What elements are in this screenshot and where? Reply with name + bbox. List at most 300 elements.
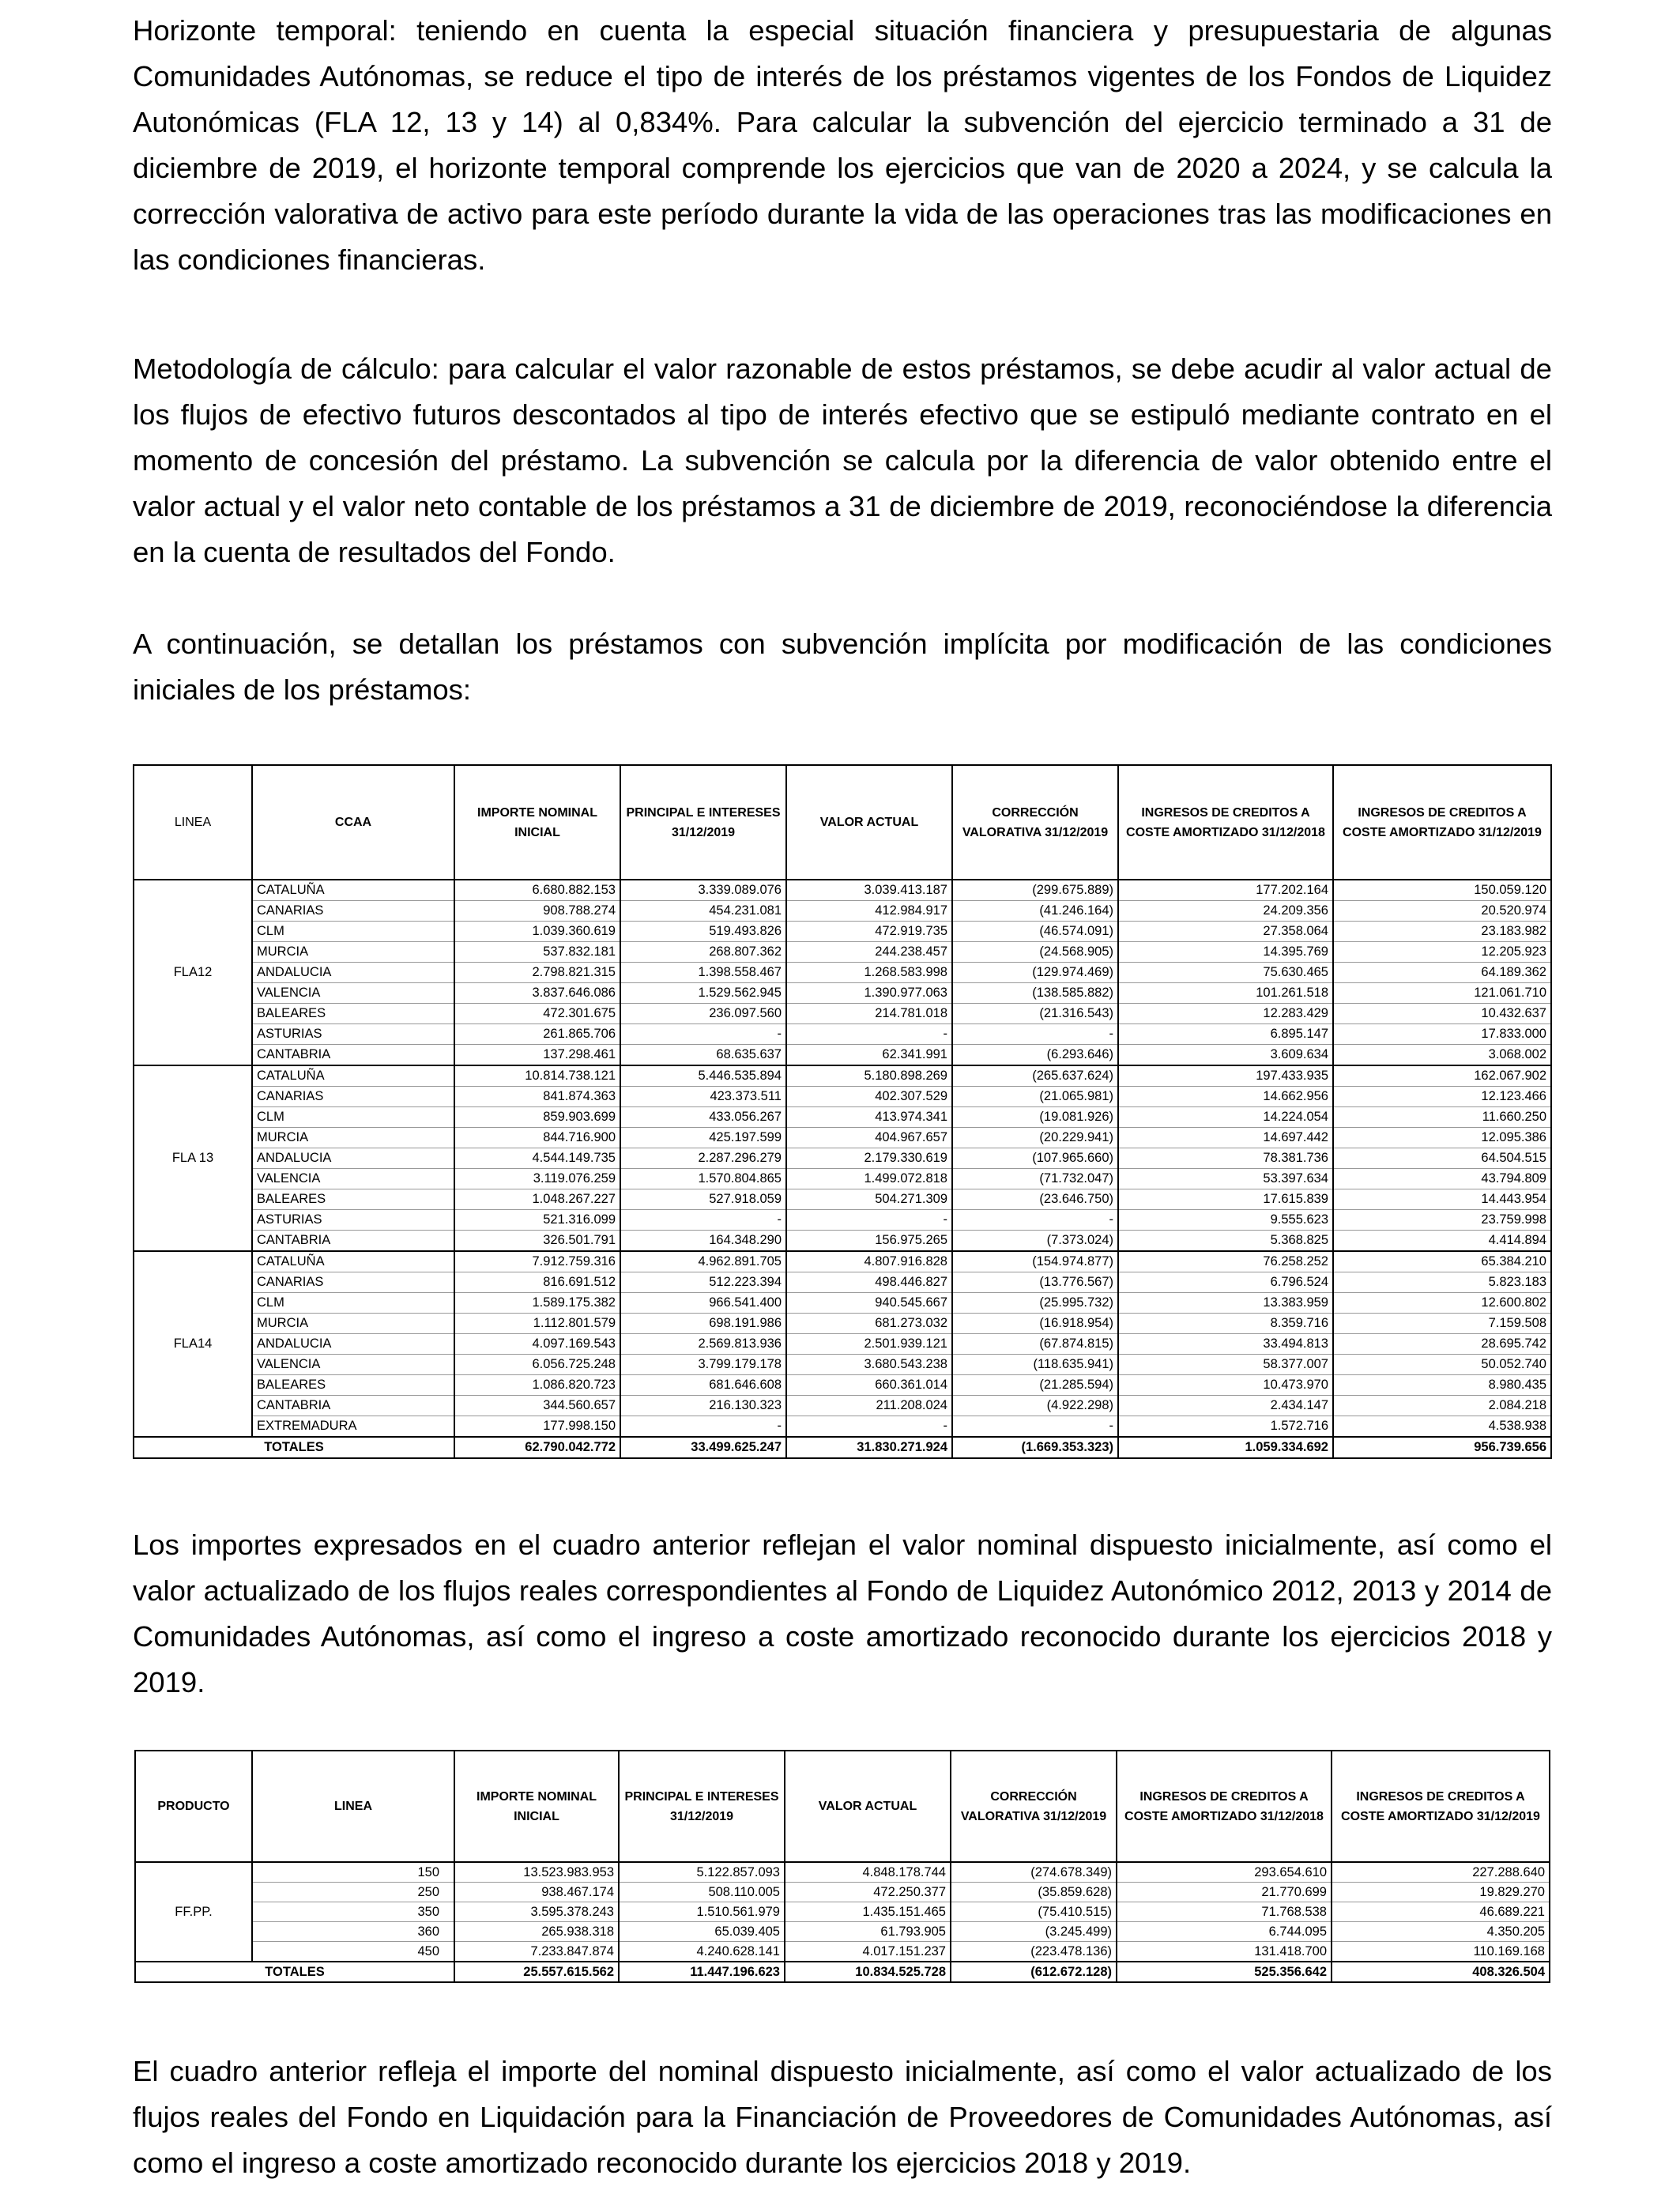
valor-actual-cell: - [786, 1416, 952, 1438]
ccaa-cell: CATALUÑA [252, 880, 454, 901]
ingresos-2019-cell: 14.443.954 [1333, 1189, 1551, 1210]
ingresos-2018-cell: 6.895.147 [1118, 1024, 1333, 1045]
ccaa-cell: CANTABRIA [252, 1231, 454, 1252]
nominal-cell: 177.998.150 [454, 1416, 620, 1438]
table-row [134, 1169, 1551, 1189]
table-row [134, 1396, 1551, 1416]
ingresos-2018-cell: 14.395.769 [1118, 942, 1333, 963]
linea-cell: 360 [252, 1922, 454, 1942]
correccion-cell: (41.246.164) [952, 901, 1118, 922]
total-correccion-cell: (1.669.353.323) [952, 1437, 1118, 1458]
table-row [134, 1231, 1551, 1252]
table-row [134, 942, 1551, 963]
ingresos-2019-cell: 162.067.902 [1333, 1065, 1551, 1087]
nominal-cell: 261.865.706 [454, 1024, 620, 1045]
ccaa-cell: BALEARES [252, 1375, 454, 1396]
ccaa-cell: CANARIAS [252, 901, 454, 922]
linea-group-cell: FLA14 [134, 1251, 252, 1437]
principal-cell: 527.918.059 [620, 1189, 786, 1210]
table-row [134, 1148, 1551, 1169]
ingresos-2019-cell: 23.183.982 [1333, 922, 1551, 942]
header-ingresos-2018: INGRESOS DE CREDITOS A COSTE AMORTIZADO 31/12/2018 [1118, 765, 1333, 880]
nominal-cell: 816.691.512 [454, 1272, 620, 1293]
correccion-cell: (154.974.877) [952, 1251, 1118, 1272]
ingresos-2018-cell: 71.768.538 [1117, 1902, 1332, 1922]
ingresos-2018-cell: 1.572.716 [1118, 1416, 1333, 1438]
table-row [134, 963, 1551, 983]
principal-cell: 1.570.804.865 [620, 1169, 786, 1189]
principal-cell: 4.962.891.705 [620, 1251, 786, 1272]
ingresos-2018-cell: 101.261.518 [1118, 983, 1333, 1004]
principal-cell: 216.130.323 [620, 1396, 786, 1416]
correccion-cell: (3.245.499) [951, 1922, 1117, 1942]
table-row [134, 1107, 1551, 1128]
nominal-cell: 521.316.099 [454, 1210, 620, 1231]
table-row [134, 1272, 1551, 1293]
principal-cell: 454.231.081 [620, 901, 786, 922]
nominal-cell: 7.233.847.874 [454, 1942, 619, 1962]
header-ingresos-2019: INGRESOS DE CREDITOS A COSTE AMORTIZADO 31/12/2019 [1333, 765, 1551, 880]
totals-label: TOTALES [135, 1962, 454, 1982]
ccaa-cell: ANDALUCIA [252, 963, 454, 983]
valor-actual-cell: 61.793.905 [785, 1922, 951, 1942]
nominal-cell: 2.798.821.315 [454, 963, 620, 983]
principal-cell: 512.223.394 [620, 1272, 786, 1293]
paragraph-continuacion: A continuación, se detallan los préstamos con subvención implícita por modificación de las condiciones iniciales de los préstamos: [133, 628, 1552, 706]
ingresos-2019-cell: 28.695.742 [1333, 1334, 1551, 1355]
principal-cell: 2.569.813.936 [620, 1334, 786, 1355]
nominal-cell: 938.467.174 [454, 1883, 619, 1902]
ingresos-2018-cell: 17.615.839 [1118, 1189, 1333, 1210]
ccaa-cell: MURCIA [252, 1314, 454, 1334]
correccion-cell: (25.995.732) [952, 1293, 1118, 1314]
ccaa-cell: ANDALUCIA [252, 1148, 454, 1169]
ccaa-cell: MURCIA [252, 1128, 454, 1148]
linea-group-cell: FLA 13 [134, 1065, 252, 1251]
header-correccion: CORRECCIÓN VALORATIVA 31/12/2019 [952, 765, 1118, 880]
ingresos-2019-cell: 10.432.637 [1333, 1004, 1551, 1024]
nominal-cell: 137.298.461 [454, 1045, 620, 1066]
header-producto: PRODUCTO [135, 1751, 252, 1862]
correccion-cell: (299.675.889) [952, 880, 1118, 901]
correccion-cell: (21.065.981) [952, 1087, 1118, 1107]
ingresos-2018-cell: 78.381.736 [1118, 1148, 1333, 1169]
nominal-cell: 6.680.882.153 [454, 880, 620, 901]
ingresos-2018-cell: 76.258.252 [1118, 1251, 1333, 1272]
principal-cell: 423.373.511 [620, 1087, 786, 1107]
ingresos-2019-cell: 46.689.221 [1332, 1902, 1550, 1922]
principal-cell: - [620, 1024, 786, 1045]
nominal-cell: 859.903.699 [454, 1107, 620, 1128]
nominal-cell: 844.716.900 [454, 1128, 620, 1148]
principal-cell: 1.510.561.979 [619, 1902, 785, 1922]
correccion-cell: (19.081.926) [952, 1107, 1118, 1128]
linea-cell: 150 [252, 1862, 454, 1883]
ingresos-2018-cell: 33.494.813 [1118, 1334, 1333, 1355]
ccaa-cell: EXTREMADURA [252, 1416, 454, 1438]
table-row [134, 901, 1551, 922]
table-row [134, 1024, 1551, 1045]
ingresos-2019-cell: 17.833.000 [1333, 1024, 1551, 1045]
valor-actual-cell: - [786, 1210, 952, 1231]
nominal-cell: 344.560.657 [454, 1396, 620, 1416]
ingresos-2019-cell: 110.169.168 [1332, 1942, 1550, 1962]
table-row [134, 1334, 1551, 1355]
ingresos-2019-cell: 20.520.974 [1333, 901, 1551, 922]
ingresos-2018-cell: 53.397.634 [1118, 1169, 1333, 1189]
principal-cell: - [620, 1210, 786, 1231]
ccaa-cell: CATALUÑA [252, 1065, 454, 1087]
correccion-cell: (71.732.047) [952, 1169, 1118, 1189]
ingresos-2019-cell: 4.414.894 [1333, 1231, 1551, 1252]
valor-actual-cell: 1.390.977.063 [786, 983, 952, 1004]
ingresos-2018-cell: 131.418.700 [1117, 1942, 1332, 1962]
ingresos-2019-cell: 121.061.710 [1333, 983, 1551, 1004]
ingresos-2018-cell: 21.770.699 [1117, 1883, 1332, 1902]
header-ingresos-2018: INGRESOS DE CREDITOS A COSTE AMORTIZADO 31/12/2018 [1117, 1751, 1332, 1862]
ingresos-2018-cell: 197.433.935 [1118, 1065, 1333, 1087]
nominal-cell: 3.595.378.243 [454, 1902, 619, 1922]
table-row [134, 1087, 1551, 1107]
principal-cell: - [620, 1416, 786, 1438]
principal-cell: 1.398.558.467 [620, 963, 786, 983]
ingresos-2019-cell: 19.829.270 [1332, 1883, 1550, 1902]
ingresos-2019-cell: 12.123.466 [1333, 1087, 1551, 1107]
correccion-cell: (6.293.646) [952, 1045, 1118, 1066]
ccaa-cell: MURCIA [252, 942, 454, 963]
totals-label: TOTALES [134, 1437, 454, 1458]
ingresos-2018-cell: 14.662.956 [1118, 1087, 1333, 1107]
valor-actual-cell: 244.238.457 [786, 942, 952, 963]
nominal-cell: 326.501.791 [454, 1231, 620, 1252]
table-header-row [135, 1751, 1550, 1862]
correccion-cell: (138.585.882) [952, 983, 1118, 1004]
principal-cell: 1.529.562.945 [620, 983, 786, 1004]
ingresos-2018-cell: 293.654.610 [1117, 1862, 1332, 1883]
linea-cell: 350 [252, 1902, 454, 1922]
total-valor-actual-cell: 31.830.271.924 [786, 1437, 952, 1458]
correccion-cell: (13.776.567) [952, 1272, 1118, 1293]
nominal-cell: 537.832.181 [454, 942, 620, 963]
nominal-cell: 1.589.175.382 [454, 1293, 620, 1314]
table-row [134, 1045, 1551, 1066]
table-row [134, 1251, 1551, 1272]
ingresos-2018-cell: 9.555.623 [1118, 1210, 1333, 1231]
ingresos-2018-cell: 14.224.054 [1118, 1107, 1333, 1128]
fla-loans-table [133, 764, 1552, 1459]
principal-cell: 3.799.179.178 [620, 1355, 786, 1375]
principal-cell: 966.541.400 [620, 1293, 786, 1314]
ingresos-2018-cell: 3.609.634 [1118, 1045, 1333, 1066]
ingresos-2019-cell: 23.759.998 [1333, 1210, 1551, 1231]
valor-actual-cell: 1.268.583.998 [786, 963, 952, 983]
ingresos-2019-cell: 227.288.640 [1332, 1862, 1550, 1883]
principal-cell: 268.807.362 [620, 942, 786, 963]
table-row [134, 1004, 1551, 1024]
valor-actual-cell: 472.250.377 [785, 1883, 951, 1902]
valor-actual-cell: 412.984.917 [786, 901, 952, 922]
ingresos-2018-cell: 75.630.465 [1118, 963, 1333, 983]
valor-actual-cell: 156.975.265 [786, 1231, 952, 1252]
ingresos-2018-cell: 13.383.959 [1118, 1293, 1333, 1314]
table-row [135, 1862, 1550, 1883]
ccaa-cell: ANDALUCIA [252, 1334, 454, 1355]
correccion-cell: (46.574.091) [952, 922, 1118, 942]
ccaa-cell: CANARIAS [252, 1272, 454, 1293]
valor-actual-cell: 62.341.991 [786, 1045, 952, 1066]
ingresos-2018-cell: 5.368.825 [1118, 1231, 1333, 1252]
ingresos-2018-cell: 6.744.095 [1117, 1922, 1332, 1942]
correccion-cell: (107.965.660) [952, 1148, 1118, 1169]
table-row [135, 1942, 1550, 1962]
linea-group-cell: FLA12 [134, 880, 252, 1065]
ccaa-cell: CANARIAS [252, 1087, 454, 1107]
correccion-cell: (23.646.750) [952, 1189, 1118, 1210]
nominal-cell: 265.938.318 [454, 1922, 619, 1942]
ingresos-2019-cell: 7.159.508 [1333, 1314, 1551, 1334]
nominal-cell: 841.874.363 [454, 1087, 620, 1107]
header-nominal: IMPORTE NOMINAL INICIAL [454, 765, 620, 880]
principal-cell: 433.056.267 [620, 1107, 786, 1128]
valor-actual-cell: 214.781.018 [786, 1004, 952, 1024]
correccion-cell: (75.410.515) [951, 1902, 1117, 1922]
valor-actual-cell: 2.501.939.121 [786, 1334, 952, 1355]
ingresos-2019-cell: 4.350.205 [1332, 1922, 1550, 1942]
ccaa-cell: CLM [252, 922, 454, 942]
valor-actual-cell: 498.446.827 [786, 1272, 952, 1293]
ingresos-2018-cell: 6.796.524 [1118, 1272, 1333, 1293]
principal-cell: 65.039.405 [619, 1922, 785, 1942]
ingresos-2019-cell: 8.980.435 [1333, 1375, 1551, 1396]
ingresos-2019-cell: 150.059.120 [1333, 880, 1551, 901]
table-row [134, 1210, 1551, 1231]
totals-row [135, 1962, 1550, 1982]
valor-actual-cell: 5.180.898.269 [786, 1065, 952, 1087]
valor-actual-cell: 4.848.178.744 [785, 1862, 951, 1883]
totals-row [134, 1437, 1551, 1458]
nominal-cell: 4.097.169.543 [454, 1334, 620, 1355]
ingresos-2019-cell: 5.823.183 [1333, 1272, 1551, 1293]
correccion-cell: (24.568.905) [952, 942, 1118, 963]
ccaa-cell: BALEARES [252, 1004, 454, 1024]
valor-actual-cell: 211.208.024 [786, 1396, 952, 1416]
correccion-cell: (223.478.136) [951, 1942, 1117, 1962]
nominal-cell: 1.048.267.227 [454, 1189, 620, 1210]
table-row [134, 983, 1551, 1004]
valor-actual-cell: 504.271.309 [786, 1189, 952, 1210]
ccaa-cell: ASTURIAS [252, 1024, 454, 1045]
table-row [134, 1128, 1551, 1148]
ingresos-2019-cell: 2.084.218 [1333, 1396, 1551, 1416]
table-row [134, 922, 1551, 942]
table-header-row [134, 765, 1551, 880]
table-row [134, 1065, 1551, 1087]
principal-cell: 5.122.857.093 [619, 1862, 785, 1883]
valor-actual-cell: 681.273.032 [786, 1314, 952, 1334]
principal-cell: 3.339.089.076 [620, 880, 786, 901]
nominal-cell: 6.056.725.248 [454, 1355, 620, 1375]
ccaa-cell: CANTABRIA [252, 1396, 454, 1416]
principal-cell: 698.191.986 [620, 1314, 786, 1334]
principal-cell: 4.240.628.141 [619, 1942, 785, 1962]
total-principal-cell: 33.499.625.247 [620, 1437, 786, 1458]
valor-actual-cell: 413.974.341 [786, 1107, 952, 1128]
nominal-cell: 3.119.076.259 [454, 1169, 620, 1189]
total-ingresos-2018-cell: 1.059.334.692 [1118, 1437, 1333, 1458]
ingresos-2019-cell: 4.538.938 [1333, 1416, 1551, 1438]
valor-actual-cell: 4.807.916.828 [786, 1251, 952, 1272]
ccaa-cell: CLM [252, 1293, 454, 1314]
valor-actual-cell: 1.499.072.818 [786, 1169, 952, 1189]
ingresos-2018-cell: 24.209.356 [1118, 901, 1333, 922]
header-valor-actual: VALOR ACTUAL [786, 765, 952, 880]
header-correccion: CORRECCIÓN VALORATIVA 31/12/2019 [951, 1751, 1117, 1862]
paragraph-metodologia: Metodología de cálculo: para calcular el valor razonable de estos préstamos, se debe acudir al valor actual de los flujos de efectivo futuros descontados al tipo de interés efectivo que se estipuló mediante contrato en el momento de concesión del préstamo. La subvención se calcula por la diferencia de valor obtenido entre el valor actual y el valor neto contable de los préstamos a 31 de diciembre de 2019, reconociéndose la diferencia en la cuenta de resultados del Fondo. [133, 352, 1552, 568]
principal-cell: 681.646.608 [620, 1375, 786, 1396]
table-row [135, 1902, 1550, 1922]
table-row [134, 1375, 1551, 1396]
ccaa-cell: VALENCIA [252, 1355, 454, 1375]
correccion-cell: (21.316.543) [952, 1004, 1118, 1024]
principal-cell: 519.493.826 [620, 922, 786, 942]
ingresos-2019-cell: 64.189.362 [1333, 963, 1551, 983]
correccion-cell: (16.918.954) [952, 1314, 1118, 1334]
correccion-cell: (4.922.298) [952, 1396, 1118, 1416]
ingresos-2019-cell: 12.600.802 [1333, 1293, 1551, 1314]
ingresos-2018-cell: 177.202.164 [1118, 880, 1333, 901]
linea-cell: 450 [252, 1942, 454, 1962]
total-principal-cell: 11.447.196.623 [619, 1962, 785, 1982]
ccaa-cell: VALENCIA [252, 983, 454, 1004]
total-valor-actual-cell: 10.834.525.728 [785, 1962, 951, 1982]
total-ingresos-2018-cell: 525.356.642 [1117, 1962, 1332, 1982]
valor-actual-cell: 3.039.413.187 [786, 880, 952, 901]
ingresos-2018-cell: 2.434.147 [1118, 1396, 1333, 1416]
nominal-cell: 1.039.360.619 [454, 922, 620, 942]
ccaa-cell: ASTURIAS [252, 1210, 454, 1231]
paragraph-cuadro: El cuadro anterior refleja el importe del nominal dispuesto inicialmente, así como el valor actualizado de los flujos reales del Fondo en Liquidación para la Financiación de Proveedores de Comunidades Autónomas, así como el ingreso a coste amortizado reconocido durante los ejercicios 2018 y 2019. [133, 2055, 1552, 2179]
valor-actual-cell: 2.179.330.619 [786, 1148, 952, 1169]
header-ingresos-2019: INGRESOS DE CREDITOS A COSTE AMORTIZADO 31/12/2019 [1332, 1751, 1550, 1862]
linea-cell: 250 [252, 1883, 454, 1902]
principal-cell: 508.110.005 [619, 1883, 785, 1902]
ingresos-2019-cell: 12.095.386 [1333, 1128, 1551, 1148]
total-ingresos-2019-cell: 956.739.656 [1333, 1437, 1551, 1458]
table-row [134, 1416, 1551, 1438]
correccion-cell: (35.859.628) [951, 1883, 1117, 1902]
nominal-cell: 10.814.738.121 [454, 1065, 620, 1087]
ccaa-cell: VALENCIA [252, 1169, 454, 1189]
correccion-cell: (20.229.941) [952, 1128, 1118, 1148]
correccion-cell: - [952, 1024, 1118, 1045]
principal-cell: 5.446.535.894 [620, 1065, 786, 1087]
ingresos-2019-cell: 65.384.210 [1333, 1251, 1551, 1272]
nominal-cell: 7.912.759.316 [454, 1251, 620, 1272]
table-row [135, 1883, 1550, 1902]
ccaa-cell: CLM [252, 1107, 454, 1128]
ingresos-2018-cell: 8.359.716 [1118, 1314, 1333, 1334]
ingresos-2019-cell: 12.205.923 [1333, 942, 1551, 963]
ingresos-2019-cell: 64.504.515 [1333, 1148, 1551, 1169]
principal-cell: 2.287.296.279 [620, 1148, 786, 1169]
nominal-cell: 1.086.820.723 [454, 1375, 620, 1396]
valor-actual-cell: - [786, 1024, 952, 1045]
ingresos-2018-cell: 14.697.442 [1118, 1128, 1333, 1148]
header-principal: PRINCIPAL E INTERESES 31/12/2019 [620, 765, 786, 880]
valor-actual-cell: 660.361.014 [786, 1375, 952, 1396]
correccion-cell: (274.678.349) [951, 1862, 1117, 1883]
ingresos-2018-cell: 58.377.007 [1118, 1355, 1333, 1375]
ccaa-cell: BALEARES [252, 1189, 454, 1210]
table-row [134, 1314, 1551, 1334]
valor-actual-cell: 402.307.529 [786, 1087, 952, 1107]
header-principal: PRINCIPAL E INTERESES 31/12/2019 [619, 1751, 785, 1862]
correccion-cell: - [952, 1210, 1118, 1231]
correccion-cell: - [952, 1416, 1118, 1438]
valor-actual-cell: 472.919.735 [786, 922, 952, 942]
table-row [134, 1355, 1551, 1375]
total-nominal-cell: 62.790.042.772 [454, 1437, 620, 1458]
ffpp-loans-table [134, 1750, 1550, 1983]
correccion-cell: (7.373.024) [952, 1231, 1118, 1252]
nominal-cell: 1.112.801.579 [454, 1314, 620, 1334]
valor-actual-cell: 404.967.657 [786, 1128, 952, 1148]
header-valor-actual: VALOR ACTUAL [785, 1751, 951, 1862]
header-linea: LINEA [134, 765, 252, 880]
principal-cell: 425.197.599 [620, 1128, 786, 1148]
table-row [134, 880, 1551, 901]
ingresos-2019-cell: 11.660.250 [1333, 1107, 1551, 1128]
ingresos-2019-cell: 3.068.002 [1333, 1045, 1551, 1066]
table-row [135, 1922, 1550, 1942]
ingresos-2018-cell: 27.358.064 [1118, 922, 1333, 942]
paragraph-horizonte: Horizonte temporal: teniendo en cuenta la especial situación financiera y presupuestaria de algunas Comunidades Autónomas, se reduce el tipo de interés de los préstamos vigentes de los Fondos de Liquidez Autonómicas (FLA 12, 13 y 14) al 0,834%. Para calcular la subvención del ejercicio terminado a 31 de diciembre de 2019, el horizonte temporal comprende los ejercicios que van de 2020 a 2024, y se calcula la corrección valorativa de activo para este período durante la vida de las operaciones tras las modificaciones en las condiciones financieras. [133, 14, 1552, 276]
producto-group-cell: FF.PP. [135, 1862, 252, 1962]
nominal-cell: 4.544.149.735 [454, 1148, 620, 1169]
principal-cell: 68.635.637 [620, 1045, 786, 1066]
ccaa-cell: CANTABRIA [252, 1045, 454, 1066]
header-nominal: IMPORTE NOMINAL INICIAL [454, 1751, 619, 1862]
nominal-cell: 908.788.274 [454, 901, 620, 922]
ingresos-2018-cell: 10.473.970 [1118, 1375, 1333, 1396]
total-ingresos-2019-cell: 408.326.504 [1332, 1962, 1550, 1982]
header-ccaa: CCAA [252, 765, 454, 880]
total-nominal-cell: 25.557.615.562 [454, 1962, 619, 1982]
ingresos-2018-cell: 12.283.429 [1118, 1004, 1333, 1024]
nominal-cell: 3.837.646.086 [454, 983, 620, 1004]
correccion-cell: (129.974.469) [952, 963, 1118, 983]
paragraph-importes: Los importes expresados en el cuadro anterior reflejan el valor nominal dispuesto inicialmente, así como el valor actualizado de los flujos reales correspondientes al Fondo de Liquidez Autonómico 2012, 2013 y 2014 de Comunidades Autónomas, así como el ingreso a coste amortizado reconocido durante los ejercicios 2018 y 2019. [133, 1529, 1552, 1698]
correccion-cell: (67.874.815) [952, 1334, 1118, 1355]
table-row [134, 1293, 1551, 1314]
total-correccion-cell: (612.672.128) [951, 1962, 1117, 1982]
valor-actual-cell: 4.017.151.237 [785, 1942, 951, 1962]
ccaa-cell: CATALUÑA [252, 1251, 454, 1272]
table-row [134, 1189, 1551, 1210]
ingresos-2019-cell: 50.052.740 [1333, 1355, 1551, 1375]
valor-actual-cell: 1.435.151.465 [785, 1902, 951, 1922]
valor-actual-cell: 3.680.543.238 [786, 1355, 952, 1375]
ingresos-2019-cell: 43.794.809 [1333, 1169, 1551, 1189]
valor-actual-cell: 940.545.667 [786, 1293, 952, 1314]
principal-cell: 164.348.290 [620, 1231, 786, 1252]
correccion-cell: (265.637.624) [952, 1065, 1118, 1087]
nominal-cell: 13.523.983.953 [454, 1862, 619, 1883]
correccion-cell: (118.635.941) [952, 1355, 1118, 1375]
header-linea: LINEA [252, 1751, 454, 1862]
principal-cell: 236.097.560 [620, 1004, 786, 1024]
correccion-cell: (21.285.594) [952, 1375, 1118, 1396]
